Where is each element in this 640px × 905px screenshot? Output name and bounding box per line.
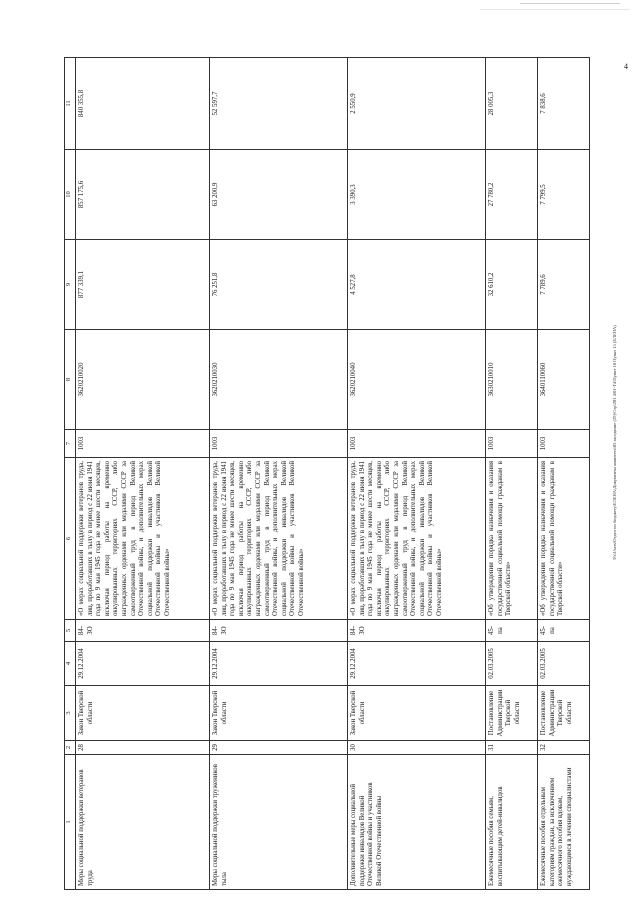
amount-col11: 52 597,7 — [210, 58, 348, 150]
row-number: 30 — [348, 741, 486, 755]
amount-col11: 2 550,9 — [348, 58, 486, 150]
target-code: 3620210030 — [210, 330, 348, 430]
section-code: 1003 — [348, 430, 486, 458]
rotated-table-container — [64, 58, 594, 890]
row-number: 31 — [486, 741, 538, 755]
act-title: «О мерах социальной поддержки ветеранов труда, лиц, проработавших в тылу в период с 22 июня 1941 года по 9 мая 1945 года не менее шести месяцев, исключая период работы на временно оккупированных территориях СССР, либо награжденных орденами или медалями СССР за самоотверженный труд в период Великой Отечественной войны, и дополнительных мерах социальной поддержки инвалидов Великой Отечественной войны и участников Великой Отечественной войны» — [348, 458, 486, 620]
section-code: 1003 — [486, 430, 538, 458]
act-type: Постановление Администрации Тверской области — [486, 686, 538, 741]
act-date: 02.03.2005 — [538, 642, 590, 686]
col-header: 4 — [65, 642, 76, 686]
col-header: 3 — [65, 686, 76, 741]
act-number: 84-ЗО — [348, 620, 486, 642]
act-title: «Об утверждении порядка назначения и оказания государственной социальной помощи гражданам в Тверской области» — [486, 458, 538, 620]
act-date: 29.12.2004 — [210, 642, 348, 686]
amount-col10: 7 799,5 — [538, 150, 590, 240]
expense-name: Дополнительные меры социальной поддержки инвалидов Великой Отечественной войны и участников Великой Отечественной войны — [348, 755, 486, 890]
act-type: Постановление Администрации Тверской области — [538, 686, 590, 741]
section-code: 1003 — [538, 430, 590, 458]
act-title: «О мерах социальной поддержки ветеранов труда, лиц, проработавших в тылу в период с 22 июня 1941 года по 9 мая 1945 года не менее шести месяцев, исключая период работы на временно оккупированных территориях СССР, либо награжденных орденами или медалями СССР за самоотверженный труд в период Великой Отечественной войны, и дополнительных мерах социальной поддержки инвалидов Великой Отечественной войны и участников Великой Отечественной войны» — [210, 458, 348, 620]
expense-name: Меры социальной поддержки тружеников тыла — [210, 755, 348, 890]
act-number: 84-ЗО — [76, 620, 210, 642]
expense-name: Ежемесячные пособия отдельным категориям граждан, за исключением ежемесячного пособия вдовам, нуждающимся в лечении специалистами — [538, 755, 590, 890]
scan-edge-mark — [520, 3, 620, 4]
table-row — [76, 58, 210, 890]
col-header: 1 — [65, 755, 76, 890]
column-number-row — [65, 58, 76, 890]
amount-col11: 840 355,8 — [76, 58, 210, 150]
col-header: 11 — [65, 58, 76, 150]
amount-col9: 32 610,2 — [486, 240, 538, 330]
col-header: 10 — [65, 150, 76, 240]
table-row — [210, 58, 348, 890]
amount-col11: 7 838,6 — [538, 58, 590, 150]
amount-col10: 3 390,3 — [348, 150, 486, 240]
act-type: Закон Тверской области — [348, 686, 486, 741]
file-path-footer: \Fs\Users\Отдел по бюджету\ЕЛЕНА\Документы комитета\03 заседание (29)\Стр\201 4\01-Т4\Пункт 10 Пункт 15 (ЕЛЕНА) — [612, 325, 617, 560]
amount-col9: 877 339,1 — [76, 240, 210, 330]
amount-col10: 27 780,2 — [486, 150, 538, 240]
col-header: 5 — [65, 620, 76, 642]
amount-col11: 28 005,3 — [486, 58, 538, 150]
page-number: 4 — [624, 62, 628, 71]
amount-col10: 857 175,6 — [76, 150, 210, 240]
act-type: Закон Тверской области — [76, 686, 210, 741]
amount-col9: 76 251,8 — [210, 240, 348, 330]
target-code: 3620210020 — [76, 330, 210, 430]
section-code: 1003 — [210, 430, 348, 458]
expense-name: Меры социальной поддержки ветеранов труда — [76, 755, 210, 890]
col-header: 7 — [65, 430, 76, 458]
col-header: 2 — [65, 741, 76, 755]
target-code: 3620210040 — [348, 330, 486, 430]
act-number: 84-ЗО — [210, 620, 348, 642]
act-type: Закон Тверской области — [210, 686, 348, 741]
amount-col9: 7 789,6 — [538, 240, 590, 330]
amount-col10: 63 200,9 — [210, 150, 348, 240]
act-title: «Об утверждении порядка назначения и оказания государственной социальной помощи гражданам в Тверской области» — [538, 458, 590, 620]
act-number: 45-па — [486, 620, 538, 642]
act-date: 29.12.2004 — [76, 642, 210, 686]
col-header: 9 — [65, 240, 76, 330]
row-number: 28 — [76, 741, 210, 755]
col-header: 8 — [65, 330, 76, 430]
target-code: 3640110060 — [538, 330, 590, 430]
amount-col9: 4 527,8 — [348, 240, 486, 330]
row-number: 29 — [210, 741, 348, 755]
table-row — [348, 58, 486, 890]
target-code: 3630210010 — [486, 330, 538, 430]
act-date: 29.12.2004 — [348, 642, 486, 686]
row-number: 32 — [538, 741, 590, 755]
expense-name: Ежемесячные пособия семьям, воспитывающим детей-инвалидов — [486, 755, 538, 890]
col-header: 6 — [65, 458, 76, 620]
act-date: 02.03.2005 — [486, 642, 538, 686]
table-row — [486, 58, 538, 890]
scan-edge-mark — [480, 9, 630, 10]
budget-table — [64, 57, 590, 890]
act-number: 45-па — [538, 620, 590, 642]
table-row — [538, 58, 590, 890]
section-code: 1003 — [76, 430, 210, 458]
act-title: «О мерах социальной поддержки ветеранов труда, лиц, проработавших в тылу в период с 22 июня 1941 года по 9 мая 1945 года не менее шести месяцев, исключая период работы на временно оккупированных территориях СССР, либо награжденных орденами или медалями СССР за самоотверженный труд в период Великой Отечественной войны, и дополнительных мерах социальной поддержки инвалидов Великой Отечественной войны и участников Великой Отечественной войны» — [76, 458, 210, 620]
